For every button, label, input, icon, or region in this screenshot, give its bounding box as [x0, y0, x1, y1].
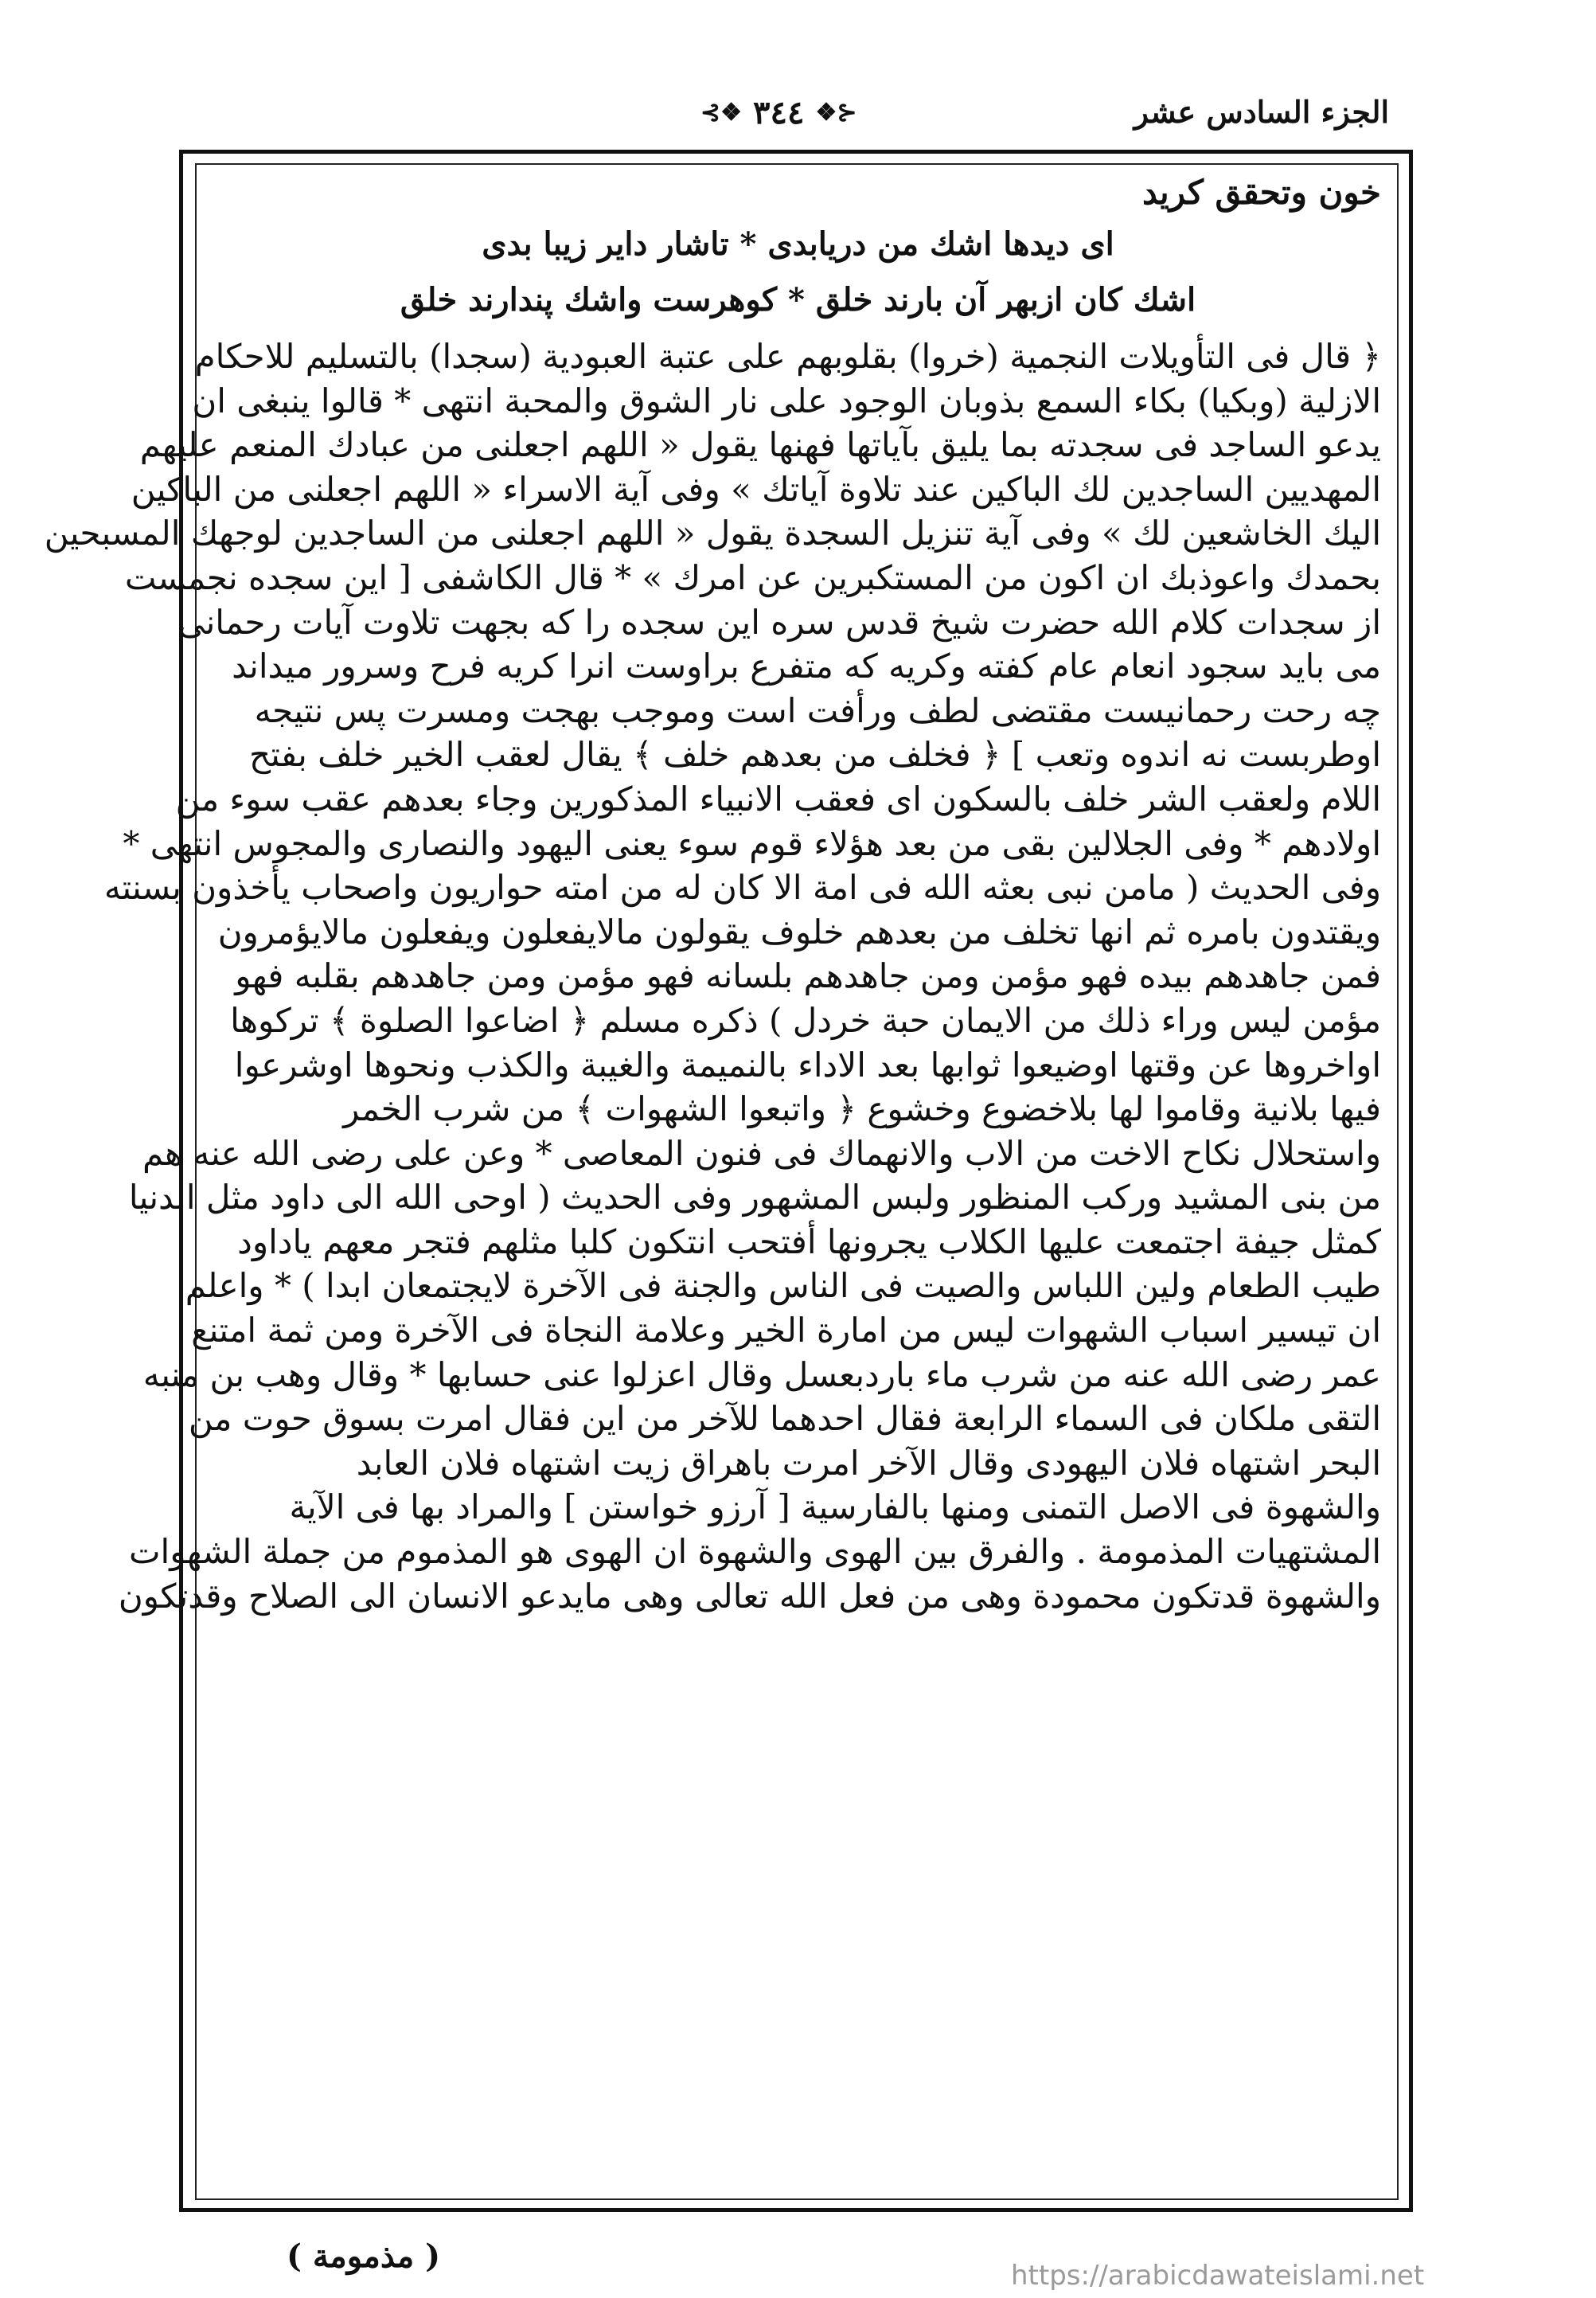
text-line: اليك الخاشعين لك » وفى آية تنزيل السجدة يقول « اللهم اجعلنى من الساجدين لوجهك المسبحين: [44, 514, 1381, 553]
ornament-left: ⊰❖: [700, 99, 743, 127]
text-line: ان تيسير اسباب الشهوات ليس من امارة الخير وعلامة النجاة فى الآخرة ومن ثمة امتنع: [191, 1311, 1381, 1350]
text-line: مى بايد سجود انعام عام كفته وكريه كه متفرع براوست انرا كريه فرح وسرور ميداند: [232, 647, 1381, 686]
text-line: مؤمن ليس وراء ذلك من الايمان حبة خردل ) ذكره مسلم ﴿ اضاعوا الصلوة ﴾ تركوها: [230, 1000, 1381, 1040]
page-number-block: [700, 94, 857, 131]
text-line: والشهوة قدتكون محمودة وهى من فعل الله تعالى وهى مايدعو الانسان الى الصلاح وقدتكون: [118, 1576, 1381, 1616]
text-line: ﴿ قال فى التأويلات النجمية (خروا) بقلوبهم على عتبة العبودية (سجدا) بالتسليم للاحكام: [194, 337, 1381, 376]
text-line: كمثل جيفة اجتمعت عليها الكلاب يجرونها أفتحب انتكون كلبا مثلهم فتجر معهم ياداود: [237, 1221, 1381, 1261]
text-line: بحمدك واعوذبك ان اكون من المستكبرين عن امرك » * قال الكاشفى [ اين سجده نجمست: [124, 557, 1381, 597]
text-line: چه رحت رحمانيست مقتضى لطف ورأفت است وموجب بهجت ومسرت پس نتيجه: [254, 690, 1381, 730]
text-line: من بنى المشيد وركب المنظور ولبس المشهور وفى الحديث ( اوحى الله الى داود مثل الدنيا: [128, 1178, 1381, 1217]
text-line: البحر اشتهاه فلان اليهودى وقال الآخر امرت باهراق زيت اشتهاه فلان العابد: [356, 1443, 1381, 1483]
intro-line: خون وتحقق كريد: [1141, 173, 1381, 212]
text-line: اللام ولعقب الشر خلف بالسكون اى فعقب الانبياء المذكورين وجاء بعدهم عقب سوء من: [175, 779, 1381, 819]
text-line: فيها بلانية وقاموا لها بلاخضوع وخشوع ﴿ واتبعوا الشهوات ﴾ من شرب الخمر: [343, 1089, 1381, 1129]
text-line: فمن جاهدهم بيده فهو مؤمن ومن جاهدهم بلسانه فهو مؤمن ومن جاهدهم بقلبه فهو: [235, 956, 1381, 996]
text-line: اولادهم * وفى الجلالين بقى من بعد هؤلاء قوم سوء يعنى اليهود والنصارى والمجوس انتهى *: [123, 823, 1381, 863]
verse-line: اى ديدها اشك من دريابدى * تاشار داير زيبا بدى: [482, 225, 1114, 263]
text-line: وفى الحديث ( مامن نبى بعثه الله فى امة الا كان له من امته حواريون واصحاب يأخذون بسنته: [103, 868, 1381, 908]
text-line: المشتهيات المذمومة . والفرق بين الهوى والشهوة ان الهوى هو المذموم من جملة الشهوات: [128, 1532, 1381, 1572]
page-number: ٣٤٤: [753, 94, 805, 131]
text-line: اواخروها عن وقتها اوضيعوا ثوابها بعد الاداء بالنميمة والغيبة والكذب ونحوها اوشرعوا: [234, 1045, 1381, 1085]
text-line: عمر رضى الله عنه من شرب ماء باردبعسل وقال اعزلوا عنى حسابها * وقال وهب بن منبه: [142, 1354, 1381, 1394]
text-block: [44, 169, 1381, 1618]
text-line: از سجدات كلام الله حضرت شيخ قدس سره اين سجده را كه بجهت تلاوت آيات رحمانى: [178, 602, 1381, 642]
body-paragraph: [44, 334, 1381, 1618]
source-watermark: https://arabicdawateislami.net: [1011, 2260, 1425, 2292]
text-line: طيب الطعام ولين اللباس والصيت فى الناس والجنة فى الآخرة لايجتمعان ابدا ) * واعلم: [185, 1266, 1381, 1306]
ornament-right: ❖⊱: [815, 99, 857, 127]
page-header: [179, 94, 1389, 150]
verse-line: اشك كان ازبهر آن بارند خلق * كوهرست واشك پندارند خلق: [400, 281, 1196, 319]
text-line: المهديين الساجدين لك الباكين عند تلاوة آياتك » وفى آية الاسراء « اللهم اجعلنى من الباكين: [131, 469, 1381, 509]
text-line: واستحلال نكاح الاخت من الاب والانهماك فى فنون المعاصى * وعن على رضى الله عنه هم: [142, 1133, 1381, 1173]
text-line: اوطربست نه اندوه وتعب ] ﴿ فخلف من بعدهم خلف ﴾ يقال لعقب الخير خلف بفتح: [249, 735, 1381, 775]
part-title: الجزء السادس عشر: [1134, 94, 1389, 130]
text-line: يدعو الساجد فى سجدته بما يليق بآياتها فهنها يقول « اللهم اجعلنى من عبادك المنعم عليهم: [139, 425, 1381, 465]
catchword: ( مذمومة ): [287, 2237, 441, 2275]
text-line: والشهوة فى الاصل التمنى ومنها بالفارسية [ آرزو خواستن ] والمراد بها فى الآية: [289, 1487, 1381, 1527]
text-line: الازلية (وبكيا) بكاء السمع بذوبان الوجود على نار الشوق والمحبة انتهى * قالوا ينبغى ان: [192, 381, 1381, 420]
text-line: ويقتدون بامره ثم انها تخلف من بعدهم خلوف يقولون مالايفعلون ويفعلون مالايؤمرون: [217, 912, 1381, 952]
text-line: التقى ملكان فى السماء الرابعة فقال احدهما للآخر من اين فقال امرت بسوق حوت من: [188, 1399, 1381, 1439]
